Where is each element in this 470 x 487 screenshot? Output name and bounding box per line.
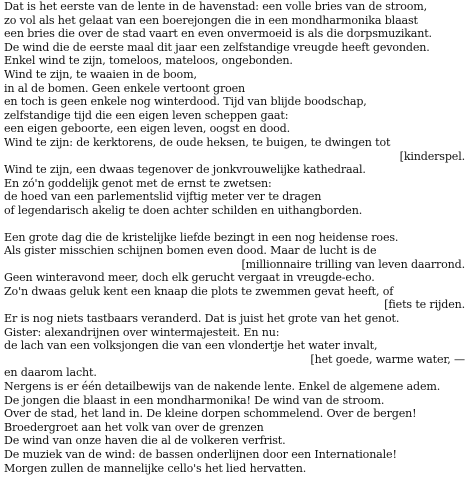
- poem-line: de lach van een volksjongen die van een vlondertje het water invalt,: [4, 339, 378, 353]
- poem-line: Broedergroet aan het volk van over de grenzen: [4, 420, 264, 434]
- poem-line: Enkel wind te zijn, tomeloos, mateloos, ongebonden.: [4, 54, 293, 68]
- poem-line: Gister: alexandrijnen over wintermajesteit. En nu:: [4, 325, 280, 339]
- poem-line-continuation: [fiets te rijden.: [384, 298, 465, 312]
- poem-line: En zó'n goddelijk genot met de ernst te zwetsen:: [4, 176, 272, 190]
- stanza-2: [4, 231, 466, 476]
- poem-line: in al de bomen. Geen enkele vertoont groen: [4, 81, 246, 95]
- poem-line: zo vol als het gelaat van een boerejongen die in een mondharmonika blaast: [4, 13, 418, 27]
- poem-line: en daarom lacht.: [4, 366, 97, 380]
- poem-line: Wind te zijn: de kerktorens, de oude heksen, te buigen, te dwingen tot: [4, 135, 391, 149]
- poem-line: Als gister misschien schijnen bomen even dood. Maar de lucht is de: [4, 244, 377, 258]
- poem-line: De wind van onze haven die al de volkeren verfrist.: [4, 434, 286, 448]
- poem-line: een eigen geboorte, een eigen leven, oogst en dood.: [4, 122, 290, 136]
- poem-line: Morgen zullen de mannelijke cello's het lied hervatten.: [4, 461, 307, 475]
- poem-line: en toch is geen enkele nog winterdood. Tijd van blijde boodschap,: [4, 95, 367, 109]
- poem-line-continuation: [millionnaire trilling van leven daarrond.: [241, 257, 465, 271]
- poem-line-continuation: [kinderspel.: [399, 149, 465, 163]
- poem-line: een bries die over de stad vaart en even onvermoeid is als die dorpsmuzikant.: [4, 27, 432, 41]
- poem-line: Zo'n dwaas geluk kent een knaap die plots te zwemmen gevat heeft, of: [4, 284, 394, 298]
- poem-line: De jongen die blaast in een mondharmonika! De wind van de stroom.: [4, 393, 385, 407]
- poem-line: Er is nog niets tastbaars veranderd. Dat is juist het grote van het genot.: [4, 312, 400, 326]
- poem-line: Wind te zijn, een dwaas tegenover de jonkvrouwelijke kathedraal.: [4, 163, 366, 177]
- poem-line: Over de stad, het land in. De kleine dorpen schommelend. Over de bergen!: [4, 407, 417, 421]
- poem-line: Nergens is er één detailbewijs van de nakende lente. Enkel de algemene adem.: [4, 380, 441, 394]
- stanza-1: [4, 0, 466, 218]
- poem-line: Dat is het eerste van de lente in de havenstad: een volle bries van de stroom,: [4, 0, 428, 13]
- poem-line: De wind die de eerste maal dit jaar een zelfstandige vreugde heeft gevonden.: [4, 40, 430, 54]
- poem-line: of legendarisch akelig te doen achter schilden en uithangborden.: [4, 203, 363, 217]
- poem-line: Wind te zijn, te waaien in de boom,: [4, 67, 197, 81]
- poem-line: de hoed van een parlementslid vijftig meter ver te dragen: [4, 190, 322, 204]
- poem-line: Geen winteravond meer, doch elk gerucht vergaat in vreugde-echo.: [4, 271, 375, 285]
- poem-line: zelfstandige tijd die een eigen leven scheppen gaat:: [4, 108, 289, 122]
- stanza-gap: [4, 218, 466, 231]
- poem-line-continuation: [het goede, warme water, —: [310, 352, 465, 366]
- poem-line: De muziek van de wind: de bassen onderlijnen door een Internationale!: [4, 448, 397, 461]
- poem-line: Een grote dag die de kristelijke liefde bezingt in een nog heidense roes.: [4, 230, 399, 244]
